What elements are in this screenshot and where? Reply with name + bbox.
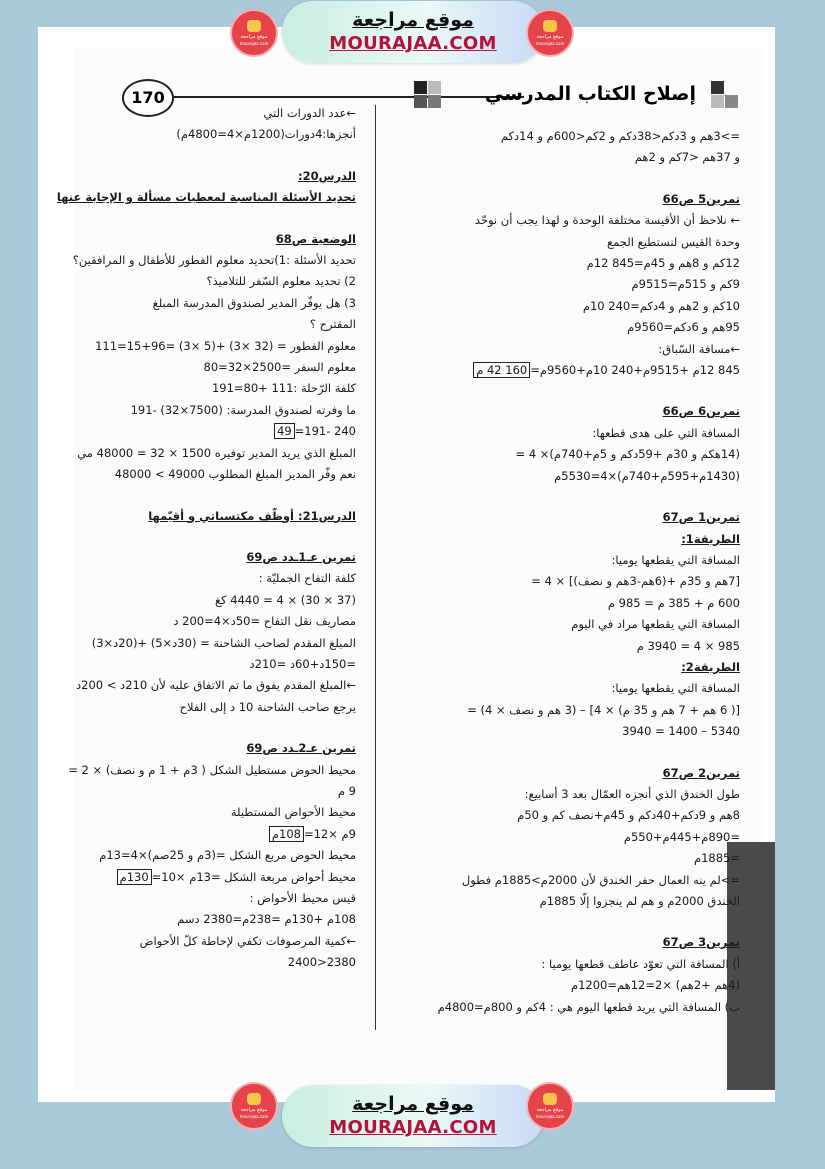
text-line: كلفة الرّحلة :111 +80=191 <box>211 381 356 396</box>
text-line: معلوم الفطور = (32 ×3) +(5 ×3) =96+15=111 <box>95 338 356 353</box>
exercise-heading: تمرين3 ص67 <box>662 935 740 950</box>
text-line: المسافة التي على هدى قطعها: <box>592 425 740 440</box>
boxed-result: 160 42 م <box>473 362 530 378</box>
spacer <box>393 743 740 763</box>
exercise-heading: تمرين عـ2ـدد ص69 <box>246 741 356 756</box>
text-line: ←المبلغ المقدم يفوق ما تم الاتفاق عليه لأن 210د > 200د <box>76 678 356 693</box>
spacer <box>84 718 356 738</box>
text-line: وحدة القيس لنستطيع الجمع <box>607 234 740 249</box>
boxed-result: 108م <box>269 826 304 842</box>
text-line: ←مسافة السّباق: <box>658 341 740 356</box>
text-line: 9 م <box>337 783 356 798</box>
text-line: الخندق 2000م و هم لم ينجزوا إلّا 1885م <box>539 894 740 908</box>
text-line: ما وفرته لصندوق المدرسة: (7500×32) -191 <box>130 402 356 417</box>
text-line: ← نلاحظ أن الأقيسة مختلفة الوحدة و لهذا يجب أن نوحّد <box>474 213 740 228</box>
site-name-arabic: موقع مراجعة <box>352 9 474 31</box>
site-name-latin: MOURAJAA.COM <box>329 1117 497 1138</box>
spacer <box>84 146 356 166</box>
site-logo-right-bottom: موقع مراجعة mourajaa.com <box>528 1084 572 1128</box>
text-line: ب) المسافة التي يريد قطعها اليوم هي : 4كم و 800م=4800م <box>437 999 740 1014</box>
text-line: نعم وفّر المدير المبلغ المطلوب 49000 > 48000 <box>114 467 356 482</box>
text-line: يرجع صاحب الشاحنة 10 د إلى الفلاح <box>179 699 356 714</box>
header-square <box>428 81 441 94</box>
boxed-result: 49 <box>274 423 295 439</box>
exercise-heading: تحديد الأسئلة المناسبة لمعطيات مسألة و الإجابة عنها <box>56 190 356 205</box>
text-line: المبلغ الذي يريد المدير توفيره 1500 × 32 = 48000 مي <box>77 445 356 460</box>
exercise-heading: تمرين5 ص66 <box>662 191 740 206</box>
text-line: 108م +130م =238م=2380 دسم <box>177 912 356 927</box>
exercise-heading: الدرس20: <box>297 168 356 183</box>
header-square <box>414 95 427 108</box>
text-line: =>3هم و 3دكم<38دكم و 2كم<600م و 14دكم <box>500 129 740 143</box>
text-line: 240 -191=49 <box>84 421 356 442</box>
spacer <box>84 486 356 506</box>
exercise-heading: الطريقة2: <box>681 659 740 674</box>
exercise-heading: الدرس21: أوظّف مكتسباتي و أقيّمها <box>148 508 356 523</box>
site-banner-bottom[interactable] <box>282 1085 544 1147</box>
spacer <box>84 527 356 547</box>
text-line: قيس محيط الأحواض : <box>249 891 356 905</box>
text-line: أنجزها:4دورات(1200م×4=4800م) <box>176 127 356 142</box>
header-square <box>711 81 724 94</box>
text-line: ←عدد الدورات التي <box>263 106 356 120</box>
spacer <box>393 912 740 932</box>
text-line: 3) هل يوفّر المدير لصندوق المدرسة المبلغ <box>152 295 356 310</box>
text-line: 985 × 4 = 3940 م <box>636 638 740 653</box>
left-column <box>56 103 356 974</box>
text-line: =1885م <box>693 851 740 866</box>
exercise-heading: تمرين2 ص67 <box>662 765 740 780</box>
spacer <box>393 381 740 401</box>
header-square <box>414 81 427 94</box>
text-line: كلفة التفاح الجمليّة : <box>258 571 356 586</box>
text-line: ←كمية المرصوفات تكفي لإحاطة كلّ الأحواض <box>139 933 356 948</box>
text-line: المسافة التي يقطعها يوميا: <box>611 681 740 696</box>
text-line: المقترح ؟ <box>309 317 356 332</box>
header-square <box>711 95 724 108</box>
text-line: محيط الحوض مربع الشكل =(3م و 25صم)×4=13م <box>99 848 356 863</box>
text-line: أ) المسافة التي تعوّد عاطف قطعها يوميا : <box>541 956 740 971</box>
site-logo-left-top: موقع مراجعة mourajaa.com <box>232 11 276 55</box>
site-name-latin: MOURAJAA.COM <box>329 33 497 54</box>
text-line: =890م+445م+550م <box>623 829 740 844</box>
site-logo-right-top: موقع مراجعة mourajaa.com <box>528 11 572 55</box>
text-line: 9كم و 515م=9515م <box>631 277 740 292</box>
site-logo-left-bottom: موقع مراجعة mourajaa.com <box>232 1084 276 1128</box>
text-line: معلوم السفر =2500×32=80 <box>203 360 356 375</box>
text-line: مصاريف نقل التفاح =50د×4=200 د <box>173 614 356 629</box>
spacer <box>393 169 740 189</box>
text-line: (14هكم و 30م +59دكم و 5م+740م)× 4 = <box>515 447 740 462</box>
exercise-heading: الوضعية ص68 <box>275 231 356 246</box>
text-line: =150د+60د =210د <box>249 656 356 671</box>
text-line: 12كم و 8هم و 45م=845 12م <box>586 256 740 271</box>
text-line: (37 × 30) × 4 = 4440 كغ <box>215 592 356 607</box>
text-line: [7هم و 35م +(6هم-3هم و نصف)] × 4 = <box>531 574 740 589</box>
text-line: المبلغ المقدم لصاحب الشاحنة = (30د×5) +(20د×3) <box>91 635 356 650</box>
boxed-result: 130م <box>117 869 152 885</box>
text-line: 5340 – 1400 = 3940 <box>622 724 740 739</box>
page-number: 170 <box>122 79 174 117</box>
text-line: المسافة التي يقطعها يوميا: <box>611 552 740 567</box>
exercise-heading: الطريقة1: <box>681 531 740 546</box>
exercise-heading: تمرين1 ص67 <box>662 510 740 525</box>
header-square <box>428 95 441 108</box>
text-line: [( 6 هم + 7 هم و 35 م) × 4] – (3 هم و نصف × 4) = <box>467 702 740 717</box>
text-line: المسافة التي يقطعها مراد في اليوم <box>571 617 740 632</box>
text-line: 95هم و 6دكم=9560م <box>627 320 740 335</box>
text-line: طول الخندق الذي أنجزه العمّال بعد 3 أسابيع: <box>524 786 740 801</box>
exercise-heading: تمرين عـ1ـدد ص69 <box>246 549 356 564</box>
text-line: محيط الحوض مستطيل الشكل ( 3م + 1 م و نصف) × 2 = <box>68 762 356 777</box>
text-line: 8هم و 9دكم+40دكم و 45م+نصف كم و 50م <box>517 808 740 823</box>
text-line: =>لم ينه العمال حفر الخندق لأن 2000م>1885م فطول <box>461 872 740 887</box>
text-line: (4هم +2هم) ×2=12هم=1200م <box>570 978 740 993</box>
right-column <box>393 126 740 1018</box>
text-line: تحديد الأسئلة :1)تحديد معلوم الفطور للأطفال و المرافقين؟ <box>72 253 356 268</box>
column-divider <box>375 105 376 1030</box>
header-rule <box>150 96 524 98</box>
text-line: 845 12م +9515م+240 10م+9560م=160 42 م <box>393 360 740 381</box>
page-title: إصلاح الكتاب المدرسي <box>484 83 696 105</box>
site-name-arabic: موقع مراجعة <box>352 1093 474 1115</box>
text-line: (1430م+595م+740م)×4=5530م <box>554 468 740 483</box>
spacer <box>393 487 740 507</box>
text-line: 600 م + 385 م = 985 م <box>607 595 740 610</box>
text-line: 10كم و 2هم و 4دكم=240 10م <box>582 298 740 313</box>
site-banner-top[interactable] <box>282 1 544 63</box>
spacer <box>84 209 356 229</box>
text-line: و 37هم <7كم و 2هم <box>634 150 740 165</box>
text-line: محيط أحواض مربعة الشكل =13م ×10=130م <box>84 867 356 888</box>
text-line: 9م ×12=108م <box>84 824 356 845</box>
header-square <box>725 95 738 108</box>
text-line: 2) تحديد معلوم السّفر للتلاميذ؟ <box>206 274 356 289</box>
text-line: محيط الأحواض المستطيلة <box>230 805 356 820</box>
text-line: 2380<2400 <box>287 955 356 970</box>
exercise-heading: تمرين6 ص66 <box>662 404 740 419</box>
